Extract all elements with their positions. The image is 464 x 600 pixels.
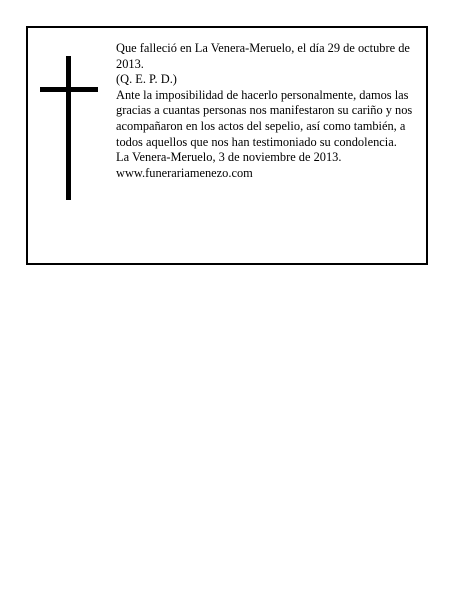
obituary-notice-card <box>26 26 428 265</box>
death-announcement: Que falleció en La Venera-Meruelo, el día 29 de octubre de 2013. <box>116 41 410 71</box>
cross-horizontal-bar <box>40 87 98 92</box>
cross-vertical-bar <box>66 56 71 200</box>
place-date: La Venera-Meruelo, 3 de noviembre de 2013. <box>116 150 342 165</box>
notice-text <box>116 41 422 181</box>
rip-abbreviation: (Q. E. P. D.) <box>116 72 177 87</box>
latin-cross-icon <box>40 56 98 200</box>
website-link[interactable]: www.funerariamenezo.com <box>116 165 253 180</box>
thanks-message: Ante la imposibilidad de hacerlo personalmente, damos las gracias a cuantas personas nos manifestaron su cariño y nos acompañaron en los actos del sepelio, así como también, a todos aquellos que nos han testimoniado su condolencia. <box>116 87 413 149</box>
